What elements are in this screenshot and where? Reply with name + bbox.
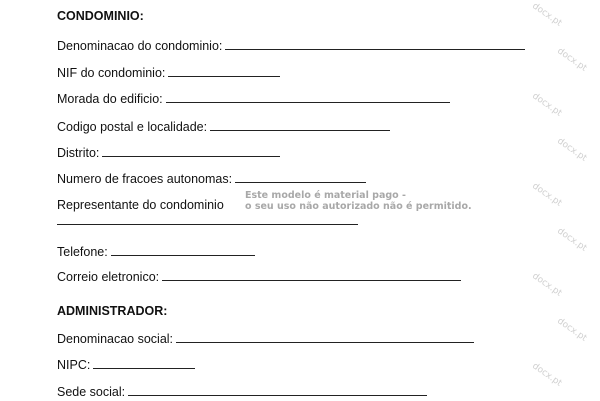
field-denominacao-social (57, 329, 474, 347)
administrador-heading: ADMINISTRADOR: (57, 304, 168, 318)
field-correio (57, 267, 461, 285)
blank-input[interactable] (111, 242, 255, 256)
blank-input[interactable] (93, 355, 195, 369)
field-sede-social (57, 382, 427, 400)
field-telefone (57, 242, 255, 260)
field-representante-line (57, 214, 358, 226)
notice-line-2: o seu uso não autorizado não é permitido. (245, 201, 472, 212)
field-denominacao-condominio (57, 36, 525, 54)
field-label: Numero de fracoes autonomas: (57, 172, 233, 186)
blank-input[interactable] (128, 382, 427, 396)
watermark-text: docx.pt (530, 181, 564, 209)
blank-input[interactable] (166, 89, 450, 103)
notice-line-1: Este modelo é material pago - (245, 190, 406, 201)
blank-input[interactable] (102, 143, 280, 157)
field-representante (57, 196, 224, 214)
watermark-text: docx.pt (530, 1, 564, 29)
field-label: NIF do condominio: (57, 66, 166, 80)
field-morada (57, 89, 450, 107)
field-distrito (57, 143, 280, 161)
field-label: Codigo postal e localidade: (57, 120, 208, 134)
field-label: Telefone: (57, 245, 108, 259)
field-label: Distrito: (57, 146, 100, 160)
blank-input[interactable] (235, 169, 366, 183)
watermark-text: docx.pt (555, 316, 589, 344)
watermark-text: docx.pt (530, 361, 564, 389)
field-nipc (57, 355, 195, 373)
field-codigo-postal (57, 117, 390, 135)
field-nif-condominio (57, 63, 280, 81)
watermark-text: docx.pt (555, 136, 589, 164)
field-label: Sede social: (57, 385, 126, 399)
blank-input[interactable] (210, 117, 390, 131)
field-label: NIPC: (57, 358, 91, 372)
field-label: Correio eletronico: (57, 270, 160, 284)
field-label: Morada do edificio: (57, 92, 163, 106)
field-label: Denominacao do condominio: (57, 39, 223, 53)
paid-material-notice (245, 190, 472, 212)
blank-input[interactable] (57, 214, 358, 225)
field-label: Denominacao social: (57, 332, 174, 346)
blank-input[interactable] (176, 329, 474, 343)
blank-input[interactable] (225, 36, 525, 50)
watermark-text: docx.pt (530, 271, 564, 299)
field-fracoes (57, 169, 366, 187)
watermark-text: docx.pt (530, 91, 564, 119)
field-label: Representante do condominio (57, 198, 224, 212)
blank-input[interactable] (162, 267, 461, 281)
condominio-heading: CONDOMINIO: (57, 9, 144, 23)
blank-input[interactable] (168, 63, 280, 77)
watermark-text: docx.pt (555, 46, 589, 74)
watermark-text: docx.pt (555, 226, 589, 254)
